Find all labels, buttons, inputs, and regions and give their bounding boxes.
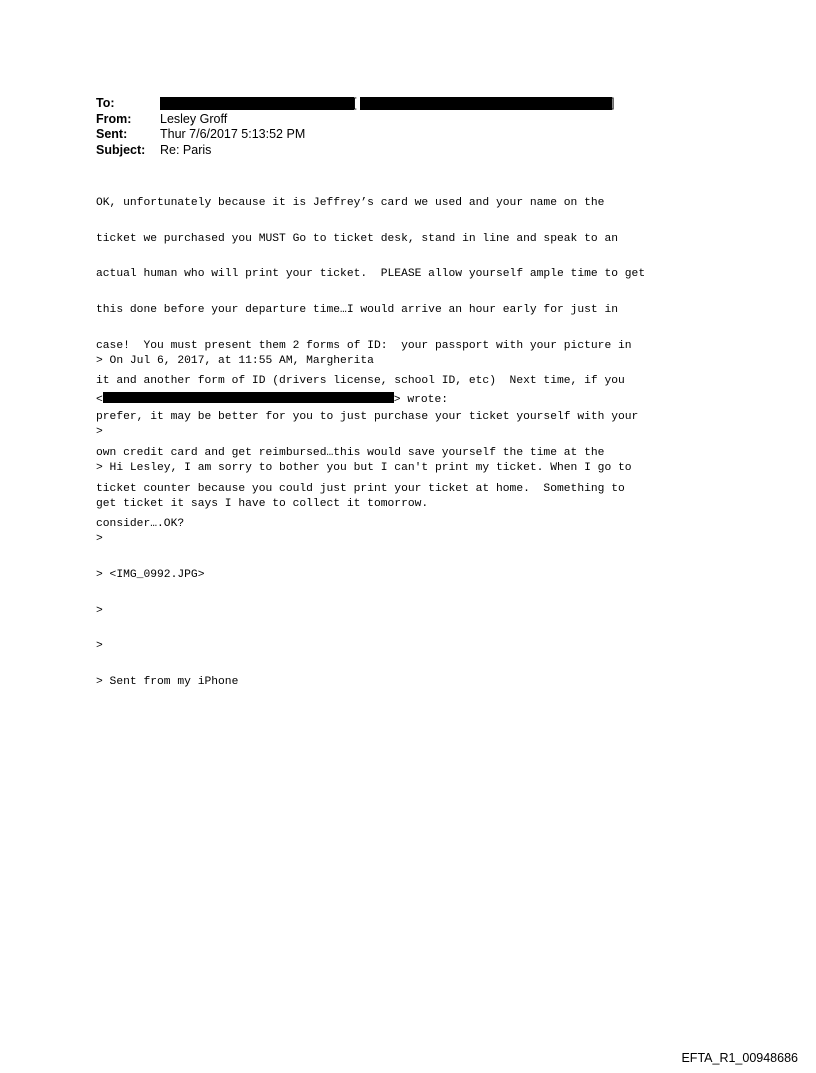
body-line: case! You must present them 2 forms of ID: your passport with your picture in <box>96 339 632 352</box>
body-line: actual human who will print your ticket. PLEASE allow yourself ample time to get <box>96 268 646 281</box>
to-bracket-open: [ <box>353 96 357 110</box>
email-header <box>96 96 615 158</box>
from-label: From: <box>96 111 132 126</box>
body-line: ticket we purchased you MUST Go to ticket desk, stand in line and speak to an <box>96 232 619 245</box>
quoted-message <box>96 332 632 701</box>
subject-label: Subject: <box>96 142 146 157</box>
body-line: own credit card and get reimbursed…this would save yourself the time at the <box>96 446 605 459</box>
body-line: consider….OK? <box>96 518 185 531</box>
redaction-bar <box>160 96 357 110</box>
from-row <box>96 112 305 128</box>
quote-line: get ticket it says I have to collect it tomorrow. <box>96 497 429 510</box>
quote-line-suffix: > wrote: <box>393 393 449 406</box>
quote-sender-line <box>96 392 632 404</box>
quote-line: > <box>96 604 103 617</box>
quote-line: > On Jul 6, 2017, at 11:55 AM, Margherita <box>96 354 374 367</box>
quote-line: > <box>96 426 103 439</box>
to-label: To: <box>96 96 115 110</box>
to-bracket-close: ] <box>611 96 615 110</box>
from-value: Lesley Groff <box>160 111 228 126</box>
sent-label: Sent: <box>96 127 128 141</box>
sent-row <box>96 127 305 143</box>
subject-value: Re: Paris <box>160 142 212 157</box>
body-line: this done before your departure time…I would arrive an hour early for just in <box>96 303 619 316</box>
body-line: OK, unfortunately because it is Jeffrey’s card we used and your name on the <box>96 196 605 209</box>
quote-signature-line: > Sent from my iPhone <box>96 676 239 689</box>
quote-line-prefix: < <box>96 393 103 406</box>
redaction-bar <box>103 392 394 403</box>
body-line: prefer, it may be better for you to just purchase your ticket yourself with your <box>96 411 639 424</box>
quote-line: > <box>96 640 103 653</box>
body-line: it and another form of ID (drivers license, school ID, etc) Next time, if you <box>96 375 625 388</box>
to-row <box>96 96 615 112</box>
quote-line: > <box>96 533 103 546</box>
quote-line: > Hi Lesley, I am sorry to bother you but I can't print my ticket. When I go to <box>96 461 632 474</box>
subject-row <box>96 143 305 159</box>
quote-attachment-line: > <IMG_0992.JPG> <box>96 569 205 582</box>
redaction-bar <box>360 96 615 110</box>
body-line: ticket counter because you could just print your ticket at home. Something to <box>96 482 625 495</box>
document-id: EFTA_R1_00948686 <box>681 1051 798 1065</box>
sent-value: Thur 7/6/2017 5:13:52 PM <box>160 127 306 141</box>
